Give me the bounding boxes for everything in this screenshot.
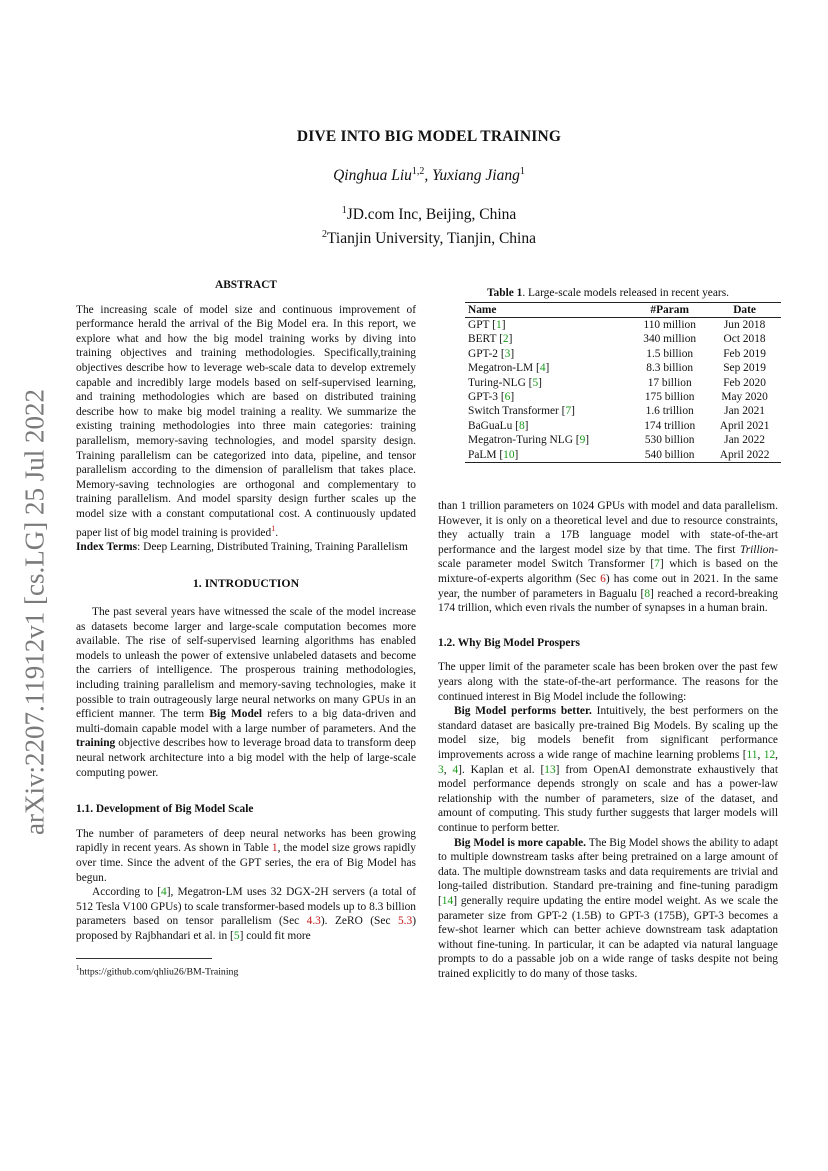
citation-link[interactable]: 10 <box>503 448 515 461</box>
citation-link[interactable]: 14 <box>441 894 454 907</box>
author-name: Qinghua Liu <box>333 167 412 185</box>
citation-link[interactable]: 3 <box>438 763 444 776</box>
affiliations <box>0 201 828 249</box>
author-name: Yuxiang Jiang <box>432 167 520 185</box>
subsection-heading: 1.2. Why Big Model Prospers <box>438 636 580 649</box>
paragraph: Big Model performs better. Intuitively, the best performers on the standard dataset are basically pre-trained Big Models. By scaling up the model size, big models benefit from significant performance improvements across a wide range of machine learning problems [11, 12, 3, 4]. Kaplan et al. [13] from OpenAI demonstrate exhaustively that model performance depends strongly on scale and has a power-law relationship with the number of parameters, size of the dataset, and amount of computing. This study further suggests that larger models will continue to perform better. <box>438 705 778 834</box>
table-header-cell: #Param <box>650 303 689 316</box>
paragraph: Big Model is more capable. The Big Model shows the ability to adapt to multiple downstream tasks after being pretrained on a large amount of data. The multiple downstream tasks and data requirements are trivial and long-tailed distribution. Standard pre-training and fine-tuning paradigm [14] generally require updating the entire model weight. As we scale the parameter size from GPT-2 (1.5B) to GPT-3 (175B), GPT-3 becomes a few-shot learner which can better achieve downstream task adaptation without fine-tuning. In particular, it can be adapted via natural language prompts to do a passable job on a wide range of tasks despite not being trained explicitly to do many of those tasks. <box>438 836 778 980</box>
left-column <box>76 278 416 979</box>
table-header-row <box>465 302 781 317</box>
citation-link[interactable]: 8 <box>518 419 525 432</box>
citation-link[interactable]: 7 <box>654 558 660 571</box>
table-row: GPT-2 [3] 1.5 billion Feb 2019 <box>468 347 766 360</box>
citation-link[interactable]: 6 <box>504 391 511 404</box>
authors: Qinghua Liu$^{1,2}$, Yuxiang Jiang$^1$ <box>333 166 525 185</box>
table-header-cell: Name <box>468 303 497 316</box>
paragraph: than 1 trillion parameters on 1024 GPUs with model and data parallelism. However, it is only on a theoretical level and due to resource constraints, they actually train a 17B language model with state-of-the-art performance and the largest model size by that time. The first Trillion-scale parameter model Switch Transformer [7] which is based on the mixture-of-experts algorithm (Sec 6) has come out in 2021. In the same year, the number of parameters in Bagualu [8] reached a record-breaking 174 trillion, which even rivals the number of synapses in a human brain. <box>438 500 779 615</box>
abstract-text: The increasing scale of model size and continuous improvement of performance herald the arrival of the Big Model era. In this report, we explore what and how the big model training works by diving into training objectives and training methodologies. Specifically,training objectives describe how to leverage web-scale data to develop extremely capable and incredibly large models based on self-supervised learning, and training methodologies which are based on distributed training describe how to make big model training a reality. We summarize the existing training methodologies into three main categories: training parallelism, memory-saving technologies, and model sparsity design. Training parallelism can be categorized into data, pipeline, and tensor parallelism according to the dimension of parallelism that takes place. Memory-saving technologies are orthogonal and complementary to training parallelism. And model sparsity design further scales up the model size with a constant computational cost. A continuously updated paper list of big model training is provided$^1$. <box>76 303 416 539</box>
footnote-divider <box>76 958 212 959</box>
table-row: Turing-NLG [5] 17 billion Feb 2020 <box>468 376 766 389</box>
title-block <box>0 128 828 249</box>
citation-link[interactable]: 13 <box>544 763 556 776</box>
affiliation: $^1$JD.com Inc, Beijing, China <box>341 205 517 224</box>
citation-link[interactable]: 8 <box>644 587 651 600</box>
table-row: GPT [1] 110 million Jun 2018 <box>468 319 766 331</box>
table-row: BERT [2] 340 million Oct 2018 <box>468 333 766 346</box>
section-ref-link[interactable]: 4.3 <box>306 915 321 928</box>
subsection-heading: 1.1. Development of Big Model Scale <box>76 803 254 816</box>
table-row: Megatron-LM [4] 8.3 billion Sep 2019 <box>468 362 766 375</box>
section-ref-link[interactable]: 6 <box>600 573 606 586</box>
citation-link[interactable]: 1 <box>495 319 502 331</box>
footnote: $^1$https://github.com/qhliu26/BM-Training <box>76 963 239 977</box>
index-terms: Index Terms: Deep Learning, Distributed Training, Training Parallelism <box>76 540 408 553</box>
author-affiliation-mark: 1,2 <box>411 166 425 177</box>
citation-link[interactable]: 11 <box>746 748 758 761</box>
citation-link[interactable]: 9 <box>579 434 586 447</box>
table-row: BaGuaLu [8] 174 trillion April 2021 <box>468 419 770 432</box>
abstract-heading: ABSTRACT <box>214 279 278 291</box>
citation-link[interactable]: 5 <box>233 929 240 942</box>
table-caption: Table 1. Large-scale models released in recent years. <box>487 287 729 299</box>
table-header-cell: Date <box>733 303 756 316</box>
table-row: Switch Transformer [7] 1.6 trillion Jan 2021 <box>468 405 765 418</box>
citation-link[interactable]: 5 <box>532 376 539 389</box>
footnote-link[interactable]: 1 <box>271 523 276 533</box>
citation-link[interactable]: 4 <box>539 362 546 375</box>
citation-link[interactable]: 12 <box>763 748 776 761</box>
section-ref-link[interactable]: 5.3 <box>397 915 413 928</box>
right-column <box>438 286 778 981</box>
models-table <box>465 302 781 463</box>
table-row: GPT-3 [6] 175 billion May 2020 <box>468 391 768 404</box>
paragraph: The upper limit of the parameter scale has been broken over the past few years along with the state-of-the-art performance. The reasons for the continued interest in Big Model include the following: <box>438 661 778 703</box>
citation-link[interactable]: 4 <box>452 763 459 776</box>
author-affiliation-mark: 1 <box>519 166 525 177</box>
citation-link[interactable]: 3 <box>504 347 511 360</box>
affiliation: $^2$Tianjin University, Tianjin, China <box>322 229 536 248</box>
paragraph: According to [4], Megatron-LM uses 32 DGX-2H servers (a total of 512 Tesla V100 GPUs) to scale transformer-based models up to 8.3 billion parameters based on tensor parallelism (Sec 4.3). ZeRO (Sec 5.3) proposed by Rajbhandari et al. in [5] could fit more <box>76 886 416 942</box>
citation-link[interactable]: 7 <box>565 405 572 418</box>
citation-link[interactable]: 4 <box>161 886 167 899</box>
paper-title: DIVE INTO BIG MODEL TRAINING <box>296 128 562 145</box>
table-ref-link[interactable]: 1 <box>271 842 278 855</box>
citation-link[interactable]: 2 <box>502 333 509 346</box>
paragraph: The number of parameters of deep neural networks has been growing rapidly in recent years. As shown in Table 1, the model size grows rapidly over time. Since the advent of the GPT series, the era of Big Model has begun. <box>76 827 417 884</box>
section-heading-introduction: 1. INTRODUCTION <box>192 576 300 591</box>
paragraph: The past several years have witnessed the scale of the model increase as datasets become larger and large-scale computation becomes more available. The rise of self-supervised learning algorithms has enabled models to unleash the power of extensive unlabeled datasets and become the carriers of intelligence. The prosperous training methodologies, including training parallelism and memory-saving technologies, make it possible to train outrageously large neural networks on many GPUs in an efficient manner. The term Big Model refers to a big data-driven and multi-domain capable model with a large number of parameters. And the training objective describes how to leverage broad data to transform deep neural network architecture into a big model with the help of large-scale computing power. <box>76 606 416 779</box>
arxiv-identifier: arXiv:2207.11912v1 [cs.LG] 25 Jul 2022 <box>19 389 50 835</box>
right-column-text <box>438 499 778 981</box>
footnote-url[interactable]: https://github.com/qhliu26/BM-Training <box>79 965 239 977</box>
table-row: Megatron-Turing NLG [9] 530 billion Jan 2022 <box>468 434 765 447</box>
table-row: PaLM [10] 540 billion April 2022 <box>465 448 781 463</box>
